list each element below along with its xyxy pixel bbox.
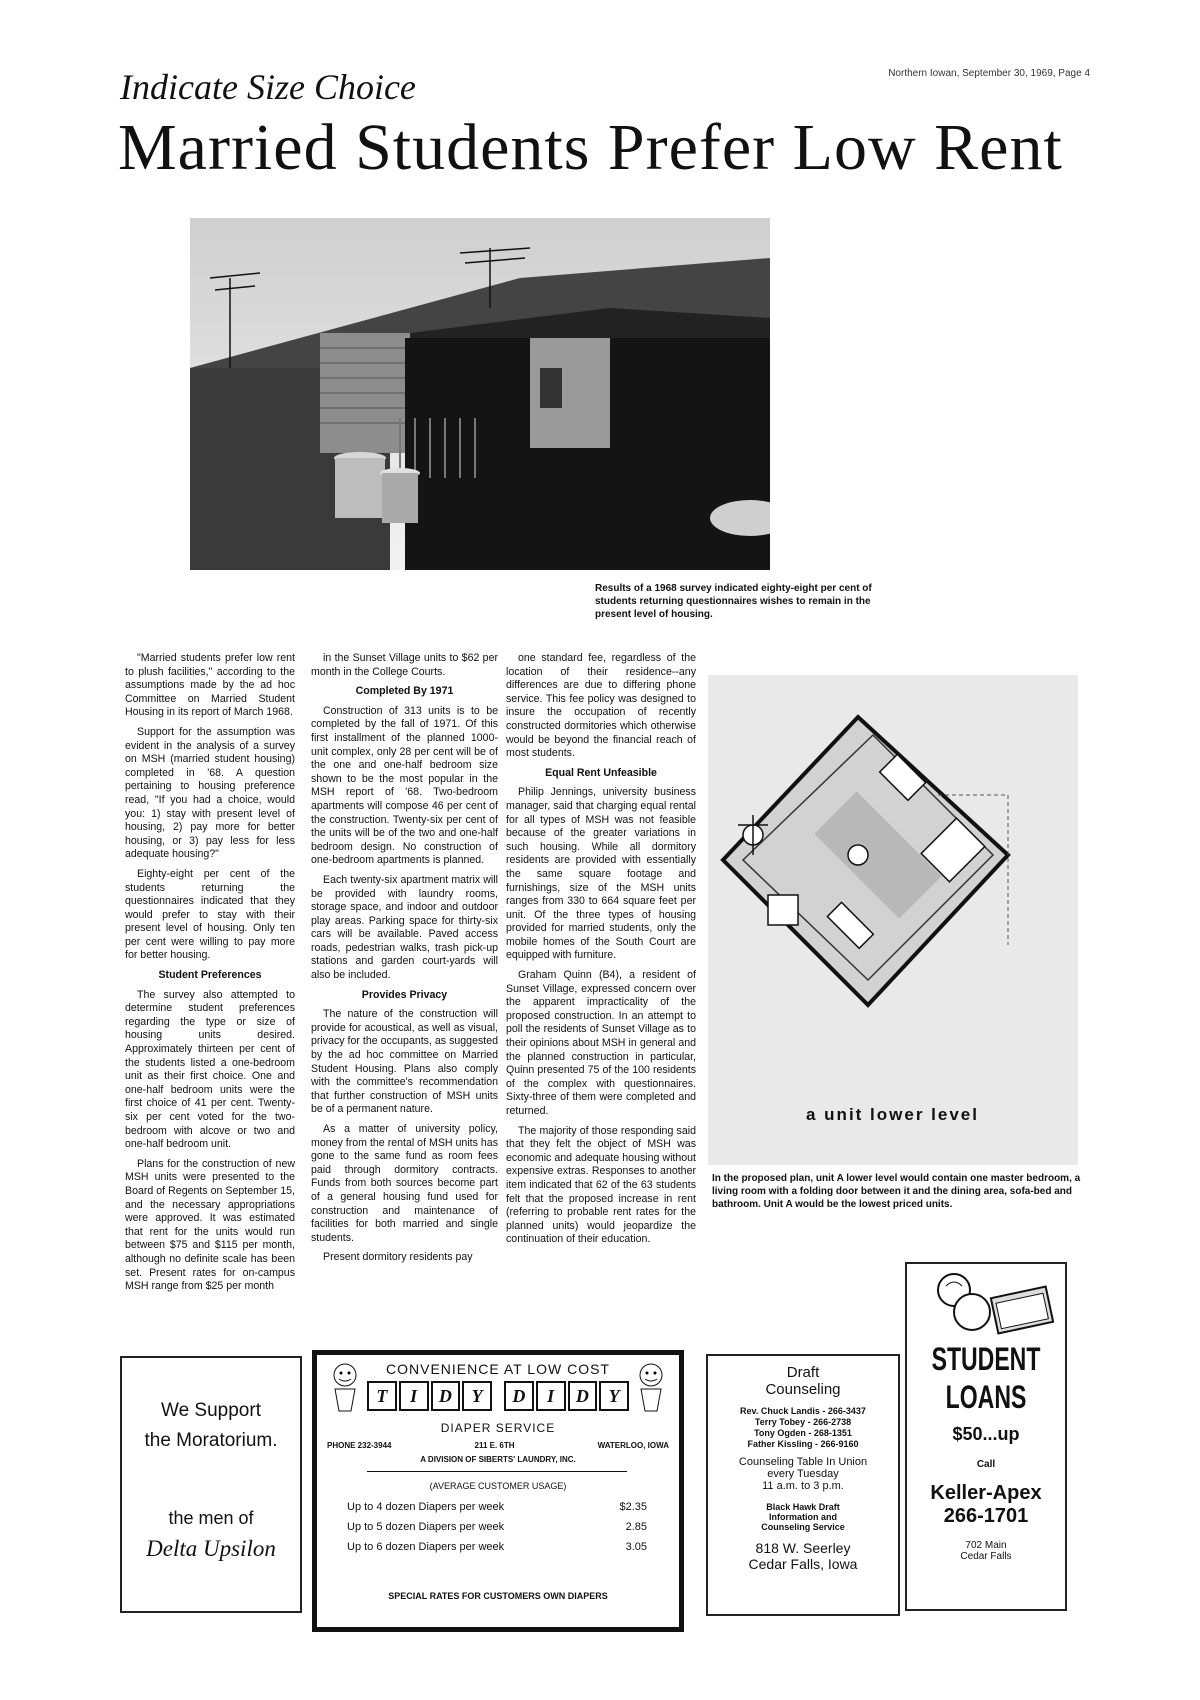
ad-draft-counseling (706, 1354, 900, 1616)
ad-student-loans (905, 1262, 1067, 1611)
ad-moratorium (120, 1356, 302, 1613)
ad-moratorium-line3: the men of (168, 1508, 254, 1528)
price-row (347, 1501, 647, 1513)
baby-icon (325, 1361, 365, 1421)
price-row-price: 3.05 (625, 1541, 647, 1553)
subhead: Provides Privacy (361, 988, 448, 1001)
logo-letter: D (568, 1381, 598, 1411)
tidy-address: 211 E. 6TH (474, 1441, 515, 1450)
draft-title-1: Draft (786, 1364, 820, 1381)
draft-table-1: Counseling Table In Union (738, 1456, 868, 1468)
article-paragraph: Present dormitory residents pay (323, 1251, 473, 1264)
article-paragraph: Each twenty-six apartment matrix will be provided with laundry rooms, storage space, and indoor and outdoor play areas. Parking space for thirty-six cars will be available. Paved access roads, pedestrian walks, trash pick-up stations and garden court-yards will also be included. (311, 873, 498, 982)
loans-phone: 266-1701 (943, 1505, 1029, 1527)
article-paragraph: The nature of the construction will provide for acoustical, as well as visual, privacy for the occupants, as suggested by the ad hoc committee on Married Student Housing. Plans also comply with the committee's recommendation that further construction of MSH units be of a permanent nature. (311, 1008, 498, 1116)
article-paragraph: The majority of those responding said that they felt the object of MSH was economic and adequate housing without expensive extras. Responses to another item indicated that 62 of the 63 students felt that the proposed increase in rent (referring to probable rent rates for the planned units) would jeopardize the continuation of their education. (506, 1124, 696, 1246)
article-paragraph: Graham Quinn (B4), a resident of Sunset Village, expressed concern over the apparent impracticality of the proposed construction. In an attempt to poll the residents of Sunset Village as to their opinions about MSH in general and the planned construction in particular, Quinn presented 75 of the 100 residents of the complex with questionnaires. Sixty-three of them were completed and returned. (506, 969, 696, 1117)
loans-call: Call (976, 1459, 996, 1470)
main-headline: Married Students Prefer Low Rent (118, 111, 1063, 184)
ad-moratorium-line2: the Moratorium. (144, 1430, 278, 1451)
logo-letter: D (431, 1381, 461, 1411)
draft-contact: Tony Ogden - 268-1351 (754, 1428, 852, 1438)
draft-org-3: Counseling Service (761, 1522, 845, 1532)
price-row-label: Up to 4 dozen Diapers per week (347, 1501, 505, 1513)
floorplan-label: a unit lower level (806, 1105, 979, 1124)
money-icon (916, 1268, 1056, 1340)
floorplan-caption: In the proposed plan, unit A lower level would contain one master bedroom, a living room with a folding door between it and the dining area, sofa-bed and bathroom. Unit A would be the lowest priced units. (712, 1173, 1081, 1210)
draft-org-1: Black Hawk Draft (766, 1502, 840, 1512)
subhead: Equal Rent Unfeasible (545, 766, 657, 779)
tidy-division: A DIVISION OF SIBERTS' LAUNDRY, INC. (420, 1455, 576, 1464)
article-paragraph: in the Sunset Village units to $62 per month in the College Courts. (311, 652, 498, 678)
price-row-label: Up to 6 dozen Diapers per week (347, 1541, 505, 1553)
logo-letter: Y (599, 1381, 629, 1411)
housing-photo (190, 218, 770, 570)
logo-letter: I (399, 1381, 429, 1411)
loans-title-2: LOANS (945, 1379, 1027, 1415)
article-paragraph: Construction of 313 units is to be completed by the fall of 1971. Of this first installment of the planned 1000-unit complex, only 28 per cent will be of the one and one-half bedroom size shown to be the most popular in the MSH report of '68. Two-bedroom apartments will compose 46 per cent of the construction. Twenty-six per cent of the units will be of the two and one-half bedroom design. No construction of one-bedroom apartments is planned. (311, 704, 498, 867)
price-row-price: 2.85 (625, 1521, 647, 1533)
logo-letter: T (367, 1381, 397, 1411)
loans-title-1: STUDENT (931, 1341, 1041, 1377)
loans-address-2: Cedar Falls (960, 1551, 1012, 1562)
logo-letter: Y (462, 1381, 492, 1411)
draft-address-1: 818 W. Seerley (755, 1540, 851, 1556)
draft-contacts (708, 1406, 898, 1450)
subhead: Student Preferences (158, 969, 262, 982)
loans-company: Keller-Apex (930, 1482, 1042, 1504)
tidy-usage-header: (AVERAGE CUSTOMER USAGE) (429, 1481, 567, 1491)
baby-icon (631, 1361, 671, 1421)
article-paragraph: Plans for the construction of new MSH units were presented to the Board of Regents on September 15, and the necessary appropriations were approved. It was estimated that rent for the units would run between $75 and $115 per month, although no definite scale has been set. Present rates for on-campus MSH range from $25 per month (125, 1157, 295, 1293)
ad-tidy-didy (312, 1350, 684, 1632)
article-paragraph: The survey also attempted to determine student preferences regarding the type or size of housing units desired. Approximately thirteen per cent of the students listed a one-bedroom unit as their first choice. One and one-half bedroom units were the first choice of 41 per cent. Twenty-six per cent voted for the two-bedroom with alcove or two and one-half bedroom unit. (125, 988, 295, 1151)
tidy-service: DIAPER SERVICE (440, 1421, 556, 1435)
draft-org-2: Information and (769, 1512, 837, 1522)
draft-table-3: 11 a.m. to 3 p.m. (762, 1480, 844, 1492)
article-column-1 (125, 652, 295, 1300)
subhead: Completed By 1971 (355, 685, 454, 698)
article-paragraph: one standard fee, regardless of the location of their residence--any differences are due to differing phone service. This fee policy was designed to insure the occupation of recently constructed dormitories which otherwise would be beyond the financial reach of most students. (506, 652, 696, 760)
draft-contact: Father Kissling - 266-9160 (747, 1439, 859, 1449)
draft-contact: Terry Tobey - 266-2738 (754, 1417, 852, 1427)
article-paragraph: As a matter of university policy, money from the rental of MSH units has gone to the same fund as room fees paid through dormitory contracts. Funds from both sources become part of a general housing fund used for construction and maintenance of facilities for both married and single students. (311, 1123, 498, 1244)
logo-letter: D (504, 1381, 534, 1411)
draft-contact: Rev. Chuck Landis - 266-3437 (740, 1406, 866, 1416)
ad-moratorium-line1: We Support (161, 1400, 261, 1421)
tidy-didy-logo (367, 1381, 629, 1411)
ad-moratorium-line4: Delta Upsilon (146, 1536, 276, 1561)
loans-amount: $50...up (952, 1424, 1020, 1444)
tidy-city: WATERLOO, IOWA (597, 1441, 669, 1450)
price-row-price: $2.35 (619, 1501, 647, 1513)
article-paragraph: "Married students prefer low rent to plush facilities," according to the assumptions made by the ad hoc Committee on Married Student Housing in its report of March 1968. (125, 652, 295, 719)
tidy-phone: PHONE 232-3944 (327, 1441, 392, 1450)
draft-address-2: Cedar Falls, Iowa (748, 1556, 858, 1572)
tidy-price-table (347, 1501, 647, 1561)
draft-table-2: every Tuesday (767, 1468, 839, 1480)
article-paragraph: Eighty-eight per cent of the students returning the questionnaires indicated that they would prefer to stay with their present level of housing. Only ten per cent were willing to pay more for better housing. (125, 867, 295, 962)
loans-address-1: 702 Main (965, 1540, 1007, 1551)
article-column-2 (311, 652, 498, 1271)
price-row-label: Up to 5 dozen Diapers per week (347, 1521, 505, 1533)
article-column-3 (506, 652, 696, 1253)
price-row (347, 1541, 647, 1553)
price-row (347, 1521, 647, 1533)
photo-caption: Results of a 1968 survey indicated eighty-eight per cent of students returning questionnaires wishes to remain in the present level of housing. (595, 583, 872, 620)
article-paragraph: Philip Jennings, university business manager, said that charging equal rental for all types of MSH was not feasible because of the greater variations in such housing. While all dormitory residents are provided with essentially the same square footage and furnishings, size of the MSH units ranges from 330 to 664 square feet per unit. Of the three types of housing provided for married students, only the mobile homes of the South Court are equipped with furniture. (506, 786, 696, 962)
floorplan-drawing (708, 675, 1078, 1165)
draft-title-2: Counseling (765, 1381, 841, 1398)
dateline: Northern Iowan, September 30, 1969, Page 4 (888, 68, 1090, 79)
tidy-header: CONVENIENCE AT LOW COST (386, 1361, 610, 1377)
logo-letter: I (536, 1381, 566, 1411)
kicker-headline: Indicate Size Choice (120, 67, 416, 107)
tidy-footer: SPECIAL RATES FOR CUSTOMERS OWN DIAPERS (388, 1591, 608, 1601)
article-paragraph: Support for the assumption was evident in the analysis of a survey on MSH (married student housing) completed in '68. A question pertaining to housing preference read, "If you had a choice, would you: 1) stay with present level of housing, 2) pay more for better housing, or 3) pay less for less adequate housing?" (125, 725, 295, 861)
